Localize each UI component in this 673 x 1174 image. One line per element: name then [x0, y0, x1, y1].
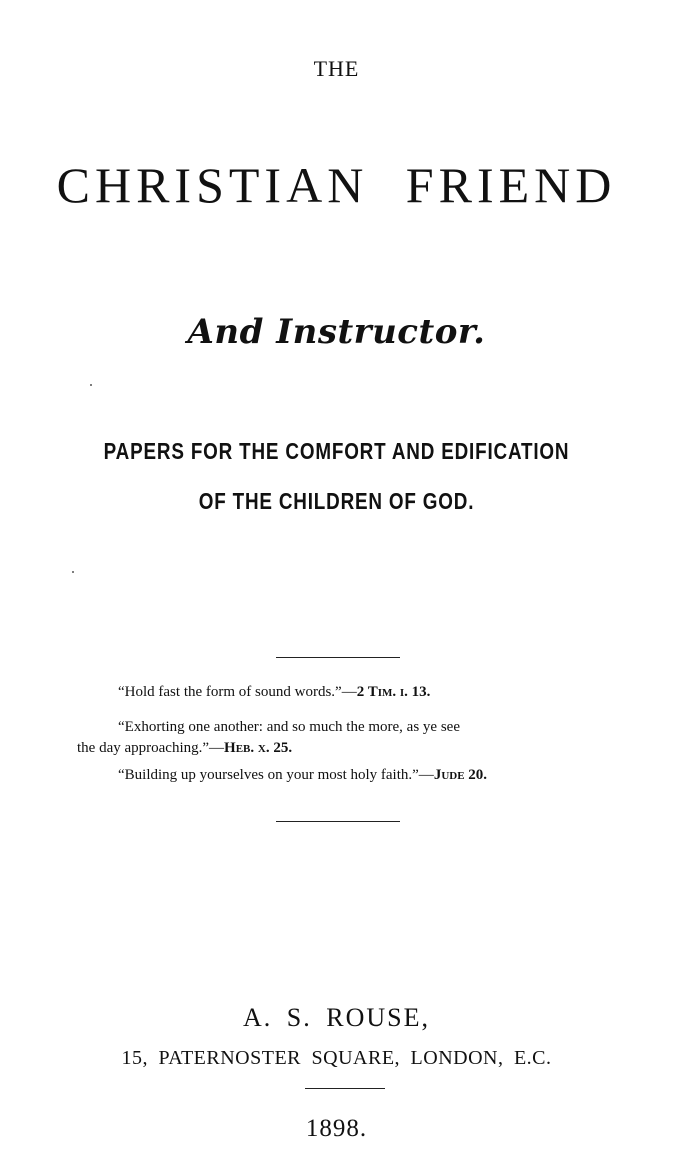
quotation-3-text: “Building up yourselves on your most holy faith.”—	[118, 767, 434, 783]
subtitle: And Instructor.	[187, 312, 486, 352]
publisher-name: A. S. ROUSE,	[243, 1003, 430, 1032]
quotation-1-reference: 2 Tim. i. 13.	[356, 684, 431, 700]
papers-line-2: OF THE CHILDREN OF GOD.	[198, 488, 475, 514]
print-speck	[90, 384, 92, 386]
publisher-address: 15, PATERNOSTER SQUARE, LONDON, E.C.	[121, 1047, 552, 1069]
divider-bottom	[305, 1088, 385, 1089]
quotation-2-line-2	[77, 740, 292, 757]
divider-middle	[276, 821, 400, 822]
quotation-1	[118, 684, 430, 701]
quotation-2-line-1: “Exhorting one another: and so much the more, as ye see	[118, 719, 460, 735]
the-heading: THE	[313, 56, 360, 81]
main-title: CHRISTIAN FRIEND	[56, 157, 617, 213]
divider-top	[276, 657, 400, 658]
quotation-3-reference: Jude 20.	[433, 767, 488, 783]
quotation-3	[118, 767, 487, 784]
quotation-2-reference: Heb. x. 25.	[224, 740, 293, 756]
quotation-1-text: “Hold fast the form of sound words.”—	[118, 684, 357, 700]
print-speck	[72, 571, 74, 573]
quotation-2-text: the day approaching.”—	[77, 740, 225, 756]
papers-line-1: PAPERS FOR THE COMFORT AND EDIFICATION	[103, 438, 570, 464]
publication-year: 1898.	[305, 1115, 368, 1142]
